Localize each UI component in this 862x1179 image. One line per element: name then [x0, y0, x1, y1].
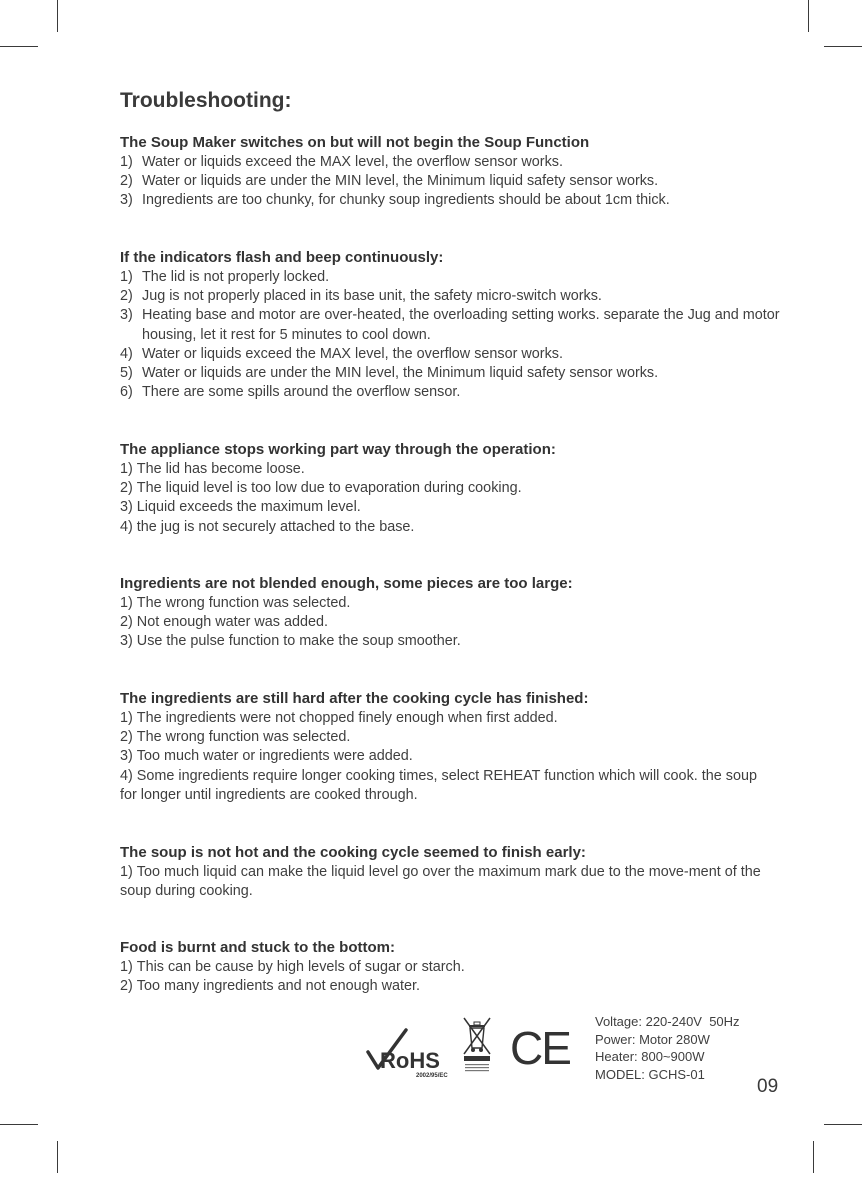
list-item: 1) The wrong function was selected.: [120, 595, 351, 611]
list-item: 3) Heating base and motor are over-heated, the overloading setting works. separate the Jug and motor housing, let it rest for 5 minutes to cool down.: [120, 307, 780, 343]
list-item: 1) The lid is not properly locked.: [120, 269, 330, 285]
section-soup-function: [120, 133, 780, 211]
crop-mark: [57, 0, 58, 32]
list-item: 2) Water or liquids are under the MIN level, the Minimum liquid safety sensor works.: [120, 173, 659, 190]
section-heading: Ingredients are not blended enough, some pieces are too large:: [120, 575, 573, 592]
section-heading: The soup is not hot and the cooking cycle seemed to finish early:: [120, 844, 586, 861]
crop-mark: [808, 0, 809, 32]
svg-text:CE: CE: [510, 1022, 570, 1074]
list-item: 2) The liquid level is too low due to evaporation during cooking.: [120, 480, 522, 497]
section-burnt: [120, 938, 780, 996]
list-item: 1) The ingredients were not chopped finely enough when first added.: [120, 710, 558, 726]
list-item: 6) There are some spills around the overflow sensor.: [120, 384, 461, 401]
list-item: 4) the jug is not securely attached to the base.: [120, 518, 415, 535]
list-item: 2) The wrong function was selected.: [120, 729, 351, 746]
page-title: Troubleshooting:: [120, 89, 292, 112]
list-item: 3) Liquid exceeds the maximum level.: [120, 499, 361, 516]
spec-power: Power: Motor 280W: [595, 1031, 710, 1047]
list-item: 2) Not enough water was added.: [120, 614, 328, 631]
svg-text:RoHS: RoHS: [380, 1048, 440, 1073]
spec-heater: Heater: 800~900W: [595, 1049, 705, 1064]
section-heading: The appliance stops working part way through the operation:: [120, 441, 556, 458]
crop-mark: [813, 1141, 814, 1173]
section-not-hot: [120, 843, 780, 901]
section-heading: The Soup Maker switches on but will not begin the Soup Function: [120, 134, 590, 151]
section-not-blended: [120, 574, 780, 652]
section-heading: If the indicators flash and beep continuously:: [120, 249, 444, 266]
list-item: 2) Jug is not properly placed in its base unit, the safety micro-switch works.: [120, 288, 602, 305]
certification-logos: [362, 1014, 572, 1089]
spec-model: MODEL: GCHS-01: [595, 1066, 705, 1082]
page-number: 09: [757, 1076, 779, 1097]
list-item: 3) Use the pulse function to make the soup smoother.: [120, 633, 461, 650]
list-item: 3) Ingredients are too chunky, for chunky soup ingredients should be about 1cm thick.: [120, 192, 670, 209]
section-indicators-flash: [120, 248, 780, 402]
crop-mark: [57, 1141, 58, 1173]
section-heading: The ingredients are still hard after the cooking cycle has finished:: [120, 690, 589, 707]
svg-text:2002/95/EC: 2002/95/EC: [416, 1073, 448, 1079]
section-still-hard: [120, 689, 780, 805]
list-item: 5) Water or liquids are under the MIN level, the Minimum liquid safety sensor works.: [120, 365, 659, 382]
spec-voltage: Voltage: 220-240V 50Hz: [595, 1014, 740, 1029]
list-item: 4) Some ingredients require longer cooking times, select REHEAT function which will cook. the soup for longer until ingredients are cooked through.: [120, 767, 757, 803]
weee-bin-icon: [464, 1018, 490, 1071]
crop-mark: [0, 1124, 38, 1125]
ce-logo: [510, 1022, 570, 1074]
specifications: [595, 1013, 740, 1083]
section-stops-working: [120, 440, 780, 537]
list-item: 1) Too much liquid can make the liquid level go over the maximum mark due to the move-ment of the soup during cooking.: [120, 864, 761, 900]
list-item: 1) Water or liquids exceed the MAX level, the overflow sensor works.: [120, 154, 563, 170]
rohs-logo: [368, 1030, 448, 1079]
crop-mark: [824, 1124, 862, 1125]
list-item: 1) This can be cause by high levels of sugar or starch.: [120, 959, 465, 975]
list-item: 4) Water or liquids exceed the MAX level, the overflow sensor works.: [120, 345, 563, 362]
section-heading: Food is burnt and stuck to the bottom:: [120, 939, 395, 956]
list-item: 1) The lid has become loose.: [120, 461, 305, 477]
list-item: 3) Too much water or ingredients were added.: [120, 748, 413, 765]
crop-mark: [0, 46, 38, 47]
list-item: 2) Too many ingredients and not enough water.: [120, 978, 421, 995]
crop-mark: [824, 46, 862, 47]
